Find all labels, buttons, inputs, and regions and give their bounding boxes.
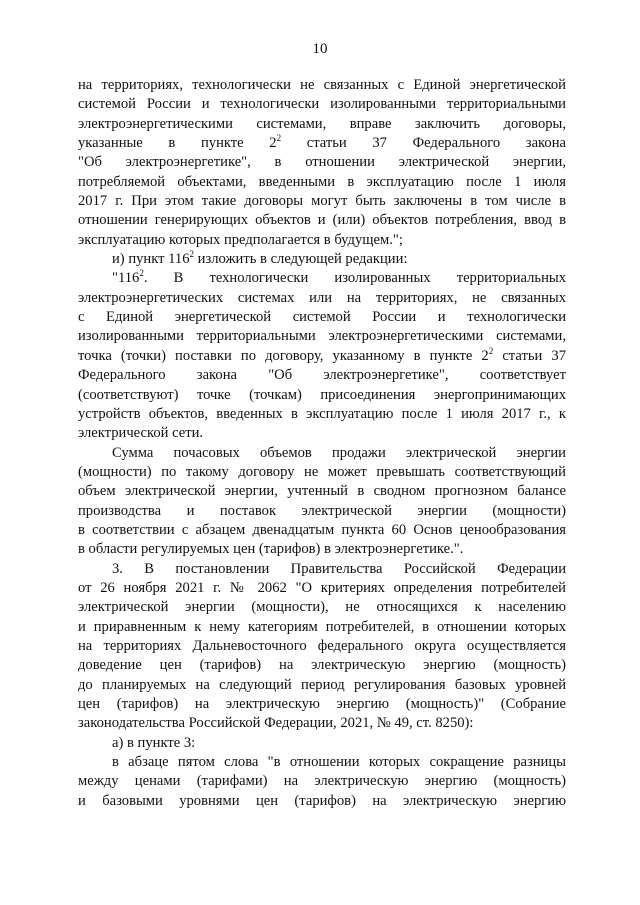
text-line-content: эксплуатацию которых предполагается в будущем."; <box>78 231 403 248</box>
text-line-content: "116 <box>112 270 140 287</box>
text-line <box>78 656 566 675</box>
superscript: 2 <box>488 345 494 356</box>
text-line-content: от 26 ноября 2021 г. № 2062 "О критериях определения потребителей <box>78 579 566 596</box>
text-line <box>78 115 566 134</box>
text-line <box>78 714 566 733</box>
text-line <box>78 695 566 714</box>
text-line <box>78 502 566 521</box>
text-line-content: 2017 г. При этом такие договоры могут быть заключены в том числе в <box>78 193 566 210</box>
text-line-continuation: . В технологически изолированных территориальных <box>143 270 566 287</box>
text-line-continuation: статьи 37 Федерального закона <box>281 135 566 152</box>
superscript: 2 <box>139 268 144 279</box>
text-line <box>78 327 566 346</box>
text-line <box>78 618 566 637</box>
text-line <box>78 540 566 559</box>
text-line <box>78 482 566 501</box>
text-line <box>78 405 566 424</box>
text-line-content: (мощности) по такому договору не может превышать соответствующий <box>78 463 566 480</box>
text-line <box>78 211 566 230</box>
text-line <box>78 250 566 269</box>
text-line-content: указанные в пункте 2 <box>78 135 277 152</box>
text-line-content: и приравненным к нему категориям потребителей, в отношении которых <box>78 618 566 635</box>
text-line-content: цен (тарифов) на электрическую энергию (мощность)" (Собрание <box>78 696 566 712</box>
text-line-content: Сумма почасовых объемов продажи электрической энергии <box>112 444 566 461</box>
text-line <box>78 424 566 443</box>
text-line <box>78 231 566 250</box>
text-line <box>78 444 566 463</box>
text-line-continuation: изложить в следующей редакции: <box>194 251 408 268</box>
text-line <box>78 192 566 211</box>
text-line <box>78 579 566 598</box>
text-line-content: изолированными территориальными электроэнергетическими системами, <box>78 328 566 345</box>
text-line <box>78 308 566 327</box>
text-line <box>78 521 566 540</box>
text-line <box>78 134 566 153</box>
text-line <box>78 598 566 617</box>
text-line-content: в области регулируемых цен (тарифов) в электроэнергетике.". <box>78 541 464 558</box>
text-line <box>78 153 566 172</box>
text-line-content: на территориях Дальневосточного федерального округа осуществляется <box>78 637 566 654</box>
text-line-content: с Единой энергетической системой России и технологически <box>78 309 566 326</box>
text-line-content: в абзаце пятом слова "в отношении которых сокращение разницы <box>112 754 566 771</box>
text-line <box>78 386 566 405</box>
text-line <box>78 76 566 95</box>
text-line <box>78 772 566 791</box>
text-line-content: доведение цен (тарифов) на электрическую энергию (мощность) <box>78 657 566 674</box>
text-line-content: Федерального закона "Об электроэнергетике", соответствует <box>78 367 566 384</box>
text-line-content: "Об электроэнергетике", в отношении электрической энергии, <box>78 154 566 171</box>
text-line <box>78 676 566 695</box>
superscript: 2 <box>276 133 282 144</box>
text-line-content: до планируемых на следующий период регулирования базовых уровней <box>78 676 566 693</box>
text-line-content: законодательства Российской Федерации, 2021, № 49, ст. 8250): <box>78 715 474 732</box>
text-line-content: электроэнергетических системах или на территориях, не связанных <box>78 289 566 306</box>
text-line <box>78 792 566 811</box>
text-line <box>78 463 566 482</box>
text-line-content: 3. В постановлении Правительства Российской Федерации <box>112 560 566 577</box>
text-line <box>78 269 566 288</box>
text-line-continuation: статьи 37 <box>493 347 566 364</box>
page-number: 10 <box>312 41 328 57</box>
text-line-content: системой России и технологически изолированными территориальными <box>78 96 566 113</box>
text-line <box>78 560 566 579</box>
text-line <box>78 347 566 366</box>
text-line-content: точка (точки) поставки по договору, указанному в пункте 2 <box>78 347 489 364</box>
text-line <box>78 173 566 192</box>
text-line <box>78 637 566 656</box>
text-line-content: электроэнергетическими системами, вправе заключить договоры, <box>78 115 566 132</box>
text-line <box>78 753 566 772</box>
text-line <box>78 734 566 753</box>
text-line <box>78 366 566 385</box>
text-line-content: устройств объектов, введенных в эксплуатацию после 1 июля 2017 г., к <box>78 405 566 422</box>
document-body <box>78 76 566 811</box>
text-line-content: производства и поставок электрической энергии (мощности) <box>78 502 566 519</box>
text-line-content: на территориях, технологически не связанных с Единой энергетической <box>78 77 566 93</box>
text-line-content: и базовыми уровнями цен (тарифов) на электрическую энергию <box>78 792 566 809</box>
text-line-content: между ценами (тарифами) на электрическую энергию (мощность) <box>78 773 566 790</box>
text-line-content: и) пункт 116 <box>112 251 190 268</box>
text-line-content: а) в пункте 3: <box>112 734 196 751</box>
superscript: 2 <box>189 249 195 260</box>
text-line-content: отношении генерирующих объектов и (или) объектов потребления, ввод в <box>78 212 566 229</box>
text-line-content: объем электрической энергии, учтенный в сводном прогнозном балансе <box>78 483 566 500</box>
text-line <box>78 289 566 308</box>
text-line-content: электрической сети. <box>78 425 204 442</box>
text-line-content: (соответствуют) точке (точкам) присоединения энергопринимающих <box>78 386 566 403</box>
text-line <box>78 95 566 114</box>
text-line-content: потребляемой объектами, введенными в эксплуатацию после 1 июля <box>78 173 566 190</box>
text-line-content: электрической энергии (мощности), не относящихся к населению <box>78 599 566 616</box>
text-line-content: в соответствии с абзацем двенадцатым пункта 60 Основ ценообразования <box>78 521 566 538</box>
